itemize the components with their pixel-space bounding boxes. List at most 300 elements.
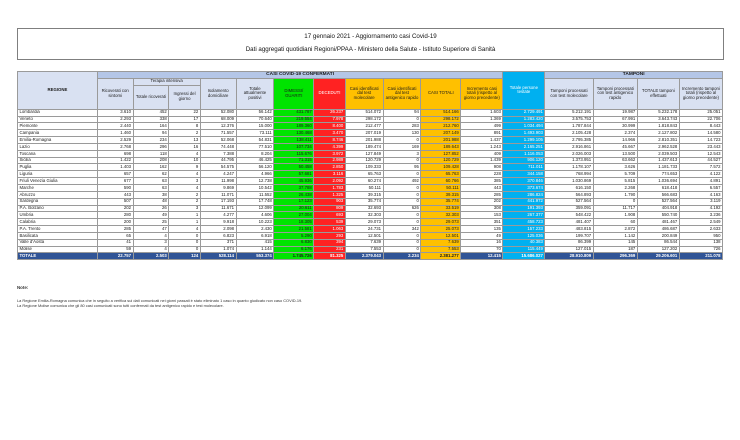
value-cell: 527.564: [637, 198, 679, 205]
value-cell: 71.557: [200, 130, 236, 137]
value-cell: 234: [133, 137, 169, 144]
value-cell: 2.729.491: [503, 109, 545, 116]
value-cell: 2.503: [133, 253, 169, 260]
total-row: [18, 253, 723, 260]
value-cell: 8.443: [679, 123, 722, 130]
group-tamponi: TAMPONI: [545, 72, 723, 79]
value-cell: 127.852: [421, 150, 461, 157]
value-cell: 10: [169, 157, 201, 164]
value-cell: 2.916.861: [545, 143, 593, 150]
value-cell: 118: [133, 150, 169, 157]
region-name-cell: Sicilia: [18, 157, 98, 164]
value-cell: 296.369: [593, 253, 637, 260]
report-subtitle: Dati aggregati quotidiani Regioni/PPAA - Ministero della Salute - Istituto Superiore di Sanità: [245, 46, 496, 53]
value-cell: 404.918: [637, 205, 679, 212]
region-name-cell: Valle d'Aosta: [18, 239, 98, 246]
table-row: [18, 226, 723, 233]
value-cell: 514.072: [345, 109, 383, 116]
notes: [17, 285, 657, 309]
value-cell: 616.150: [545, 184, 593, 191]
value-cell: 3.119: [679, 198, 722, 205]
value-cell: 29.073: [421, 219, 461, 226]
value-cell: 162: [133, 164, 169, 171]
value-cell: 124: [169, 253, 201, 260]
value-cell: 189.360: [274, 123, 314, 130]
value-cell: 74.448: [200, 143, 236, 150]
value-cell: 2.549: [679, 219, 722, 226]
value-cell: 3.643.743: [637, 116, 679, 123]
value-cell: 219.554: [274, 116, 314, 123]
value-cell: 127.015: [545, 246, 593, 253]
value-cell: 59: [97, 246, 133, 253]
value-cell: 298.172: [421, 116, 461, 123]
value-cell: 49: [461, 232, 503, 239]
value-cell: 207.019: [345, 130, 383, 137]
value-cell: 22.706: [679, 116, 722, 123]
value-cell: 2.989: [314, 157, 346, 164]
value-cell: 130.468: [274, 130, 314, 137]
table-row: [18, 150, 723, 157]
col-tamponi-totale: TOTALE tamponi effettuati: [637, 78, 679, 109]
value-cell: 293: [314, 232, 346, 239]
value-cell: 527.564: [545, 198, 593, 205]
table-row: [18, 205, 723, 212]
table-row: [18, 246, 723, 253]
value-cell: 1.178.107: [545, 164, 593, 171]
value-cell: 202: [97, 205, 133, 212]
report-date-title: 17 gennaio 2021 - Aggiornamento casi Covid-19: [304, 33, 437, 40]
value-cell: 283: [383, 123, 421, 130]
value-cell: 12.376: [200, 123, 236, 130]
value-cell: 0: [383, 232, 421, 239]
value-cell: 0: [383, 184, 421, 191]
value-cell: 2.374: [593, 130, 637, 137]
value-cell: 2.440: [97, 123, 133, 130]
value-cell: 2.381.277: [421, 253, 461, 260]
value-cell: 3.575.753: [545, 116, 593, 123]
value-cell: 138: [679, 239, 722, 246]
value-cell: 2.105.428: [545, 130, 593, 137]
value-cell: 0: [169, 232, 201, 239]
region-name-cell: Marche: [18, 184, 98, 191]
value-cell: 7.639: [345, 239, 383, 246]
value-cell: 50.458: [274, 164, 314, 171]
region-name-cell: Molise: [18, 246, 98, 253]
value-cell: 187: [593, 246, 637, 253]
value-cell: 3.626: [593, 164, 637, 171]
region-name-cell: P.A. Bolzano: [18, 205, 98, 212]
value-cell: 2.529: [97, 137, 133, 144]
value-cell: 1.144: [236, 246, 274, 253]
value-cell: 507: [97, 198, 133, 205]
note-line: La Regione Molise comunica che gli 80 casi comunicati sono tutti confermati da test antigenico rapido e test molecolare.: [17, 303, 224, 309]
value-cell: 1.063: [314, 226, 346, 233]
region-name-cell: Sardegna: [18, 198, 98, 205]
value-cell: 2.379.043: [345, 253, 383, 260]
value-cell: 77.510: [236, 143, 274, 150]
value-cell: 1.787.844: [545, 123, 593, 130]
value-cell: 4.891: [679, 178, 722, 185]
value-cell: 1.116.053: [503, 150, 545, 157]
value-cell: 35.774: [421, 198, 461, 205]
table-row: [18, 232, 723, 239]
table-body: [18, 109, 723, 260]
value-cell: 49: [133, 212, 169, 219]
value-cell: 4.606: [236, 212, 274, 219]
value-cell: 768.994: [545, 171, 593, 178]
value-cell: 65: [97, 232, 133, 239]
value-cell: 39.315: [345, 191, 383, 198]
value-cell: 4: [169, 171, 201, 178]
region-name-cell: Piemonte: [18, 123, 98, 130]
region-name-cell: Emilia-Romagna: [18, 137, 98, 144]
value-cell: 16: [461, 239, 503, 246]
value-cell: 1.369: [461, 116, 503, 123]
value-cell: 212.477: [345, 123, 383, 130]
value-cell: 2.768: [97, 143, 133, 150]
region-name-cell: Calabria: [18, 219, 98, 226]
value-cell: 11.552: [236, 191, 274, 198]
value-cell: 4.247: [200, 171, 236, 178]
value-cell: 8.400: [314, 123, 346, 130]
value-cell: 24.731: [345, 226, 383, 233]
value-cell: 342: [383, 226, 421, 233]
value-cell: 20.611: [274, 205, 314, 212]
value-cell: 564.893: [545, 191, 593, 198]
value-cell: 125.036: [503, 232, 545, 239]
value-cell: 308: [461, 205, 503, 212]
value-cell: 40.383: [503, 239, 545, 246]
region-name-cell: Umbria: [18, 212, 98, 219]
value-cell: 12.501: [421, 232, 461, 239]
value-cell: 56.120: [236, 164, 274, 171]
col-ti-totale: Totale ricoverati: [133, 85, 169, 109]
value-cell: 50.111: [421, 184, 461, 191]
table-row: [18, 164, 723, 171]
value-cell: 0: [383, 157, 421, 164]
region-name-cell: P.A. Trento: [18, 226, 98, 233]
value-cell: 12.501: [345, 232, 383, 239]
value-cell: 228: [461, 171, 503, 178]
value-cell: 11.671: [200, 205, 236, 212]
col-tamponi-molecolare: Tamponi processati con test molecolare: [545, 78, 593, 109]
col-deceduti: DECEDUTI: [314, 78, 346, 109]
value-cell: 903: [314, 198, 346, 205]
group-terapia-intensiva: Terapia intensiva: [133, 78, 200, 85]
value-cell: 199.707: [545, 232, 593, 239]
value-cell: 157.233: [503, 226, 545, 233]
value-cell: 26: [133, 205, 169, 212]
value-cell: 11.998: [200, 178, 236, 185]
value-cell: 2.127.802: [637, 130, 679, 137]
value-cell: 12.415: [461, 253, 503, 260]
value-cell: 8.204: [236, 150, 274, 157]
value-cell: 2.872: [593, 226, 637, 233]
value-cell: 1.034.494: [503, 123, 545, 130]
value-cell: 1.460: [97, 130, 133, 137]
value-cell: 548.422: [545, 212, 593, 219]
value-cell: 21.581: [274, 226, 314, 233]
value-cell: 0: [383, 171, 421, 178]
value-cell: 267.377: [503, 212, 545, 219]
col-totale-persone: Totale persone testate: [503, 72, 545, 110]
value-cell: 285: [97, 226, 133, 233]
region-name-cell: Liguria: [18, 171, 98, 178]
value-cell: 371: [200, 239, 236, 246]
value-cell: 481.467: [637, 219, 679, 226]
value-cell: 16: [169, 143, 201, 150]
value-cell: 145: [593, 239, 637, 246]
col-ti-ingressi: Ingressi del giorno: [169, 85, 201, 109]
value-cell: 1.493.903: [503, 130, 545, 137]
value-cell: 726: [679, 246, 722, 253]
value-cell: 4: [133, 246, 169, 253]
value-cell: 1.299.105: [503, 137, 545, 144]
value-cell: 3: [169, 178, 201, 185]
value-cell: 10.223: [236, 219, 274, 226]
col-casi-molecolare: Casi identificati dal test molecolare: [345, 78, 383, 109]
region-name-cell: Campania: [18, 130, 98, 137]
value-cell: 45.667: [593, 143, 637, 150]
value-cell: 657: [97, 171, 133, 178]
value-cell: 431.787: [274, 109, 314, 116]
value-cell: 38: [133, 191, 169, 198]
value-cell: 483.815: [545, 226, 593, 233]
value-cell: 212.760: [421, 123, 461, 130]
region-name-cell: Lazio: [18, 143, 98, 150]
value-cell: 677: [97, 178, 133, 185]
table-row: [18, 239, 723, 246]
value-cell: 39.315: [421, 191, 461, 198]
value-cell: 60: [593, 219, 637, 226]
value-cell: 4.122: [679, 171, 722, 178]
value-cell: 27.004: [274, 212, 314, 219]
value-cell: 32.303: [345, 212, 383, 219]
value-cell: 3: [133, 239, 169, 246]
value-cell: 9: [169, 164, 201, 171]
value-cell: 15.000: [236, 123, 274, 130]
value-cell: 11.717: [593, 205, 637, 212]
value-cell: 12.738: [236, 178, 274, 185]
value-cell: 566.683: [637, 191, 679, 198]
region-name-cell: Abruzzo: [18, 191, 98, 198]
value-cell: 6.823: [200, 232, 236, 239]
value-cell: 211.078: [679, 253, 722, 260]
value-cell: 0: [383, 191, 421, 198]
col-isolamento: Isolamento domiciliare: [200, 78, 236, 109]
value-cell: 2.810.351: [637, 137, 679, 144]
value-cell: 441.972: [503, 198, 545, 205]
value-cell: 18.305: [274, 219, 314, 226]
value-cell: 14.580: [679, 130, 722, 137]
value-cell: 11.071: [200, 191, 236, 198]
value-cell: 109.428: [421, 164, 461, 171]
value-cell: 50.111: [345, 184, 383, 191]
value-cell: 127.202: [637, 246, 679, 253]
value-cell: 409: [461, 150, 503, 157]
value-cell: 7.639: [421, 239, 461, 246]
value-cell: 44.795: [200, 157, 236, 164]
value-cell: 86.399: [545, 239, 593, 246]
value-cell: 2.962.528: [637, 143, 679, 150]
value-cell: 63.662: [593, 157, 637, 164]
value-cell: 202: [461, 198, 503, 205]
value-cell: 0: [383, 239, 421, 246]
value-cell: 201.988: [421, 137, 461, 144]
value-cell: 1.439: [461, 157, 503, 164]
value-cell: 46.425: [236, 157, 274, 164]
value-cell: 443: [461, 184, 503, 191]
value-cell: 0: [169, 239, 201, 246]
value-cell: 481.407: [545, 219, 593, 226]
value-cell: 169: [383, 143, 421, 150]
value-cell: 908: [461, 164, 503, 171]
table-row: [18, 116, 723, 123]
value-cell: 153: [461, 212, 503, 219]
value-cell: 5.232.178: [637, 109, 679, 116]
value-cell: 1.437.613: [637, 157, 679, 164]
col-ricoverati: Ricoverati con sintomi: [97, 78, 133, 109]
table-row: [18, 198, 723, 205]
value-cell: 2.098: [200, 226, 236, 233]
value-cell: 1.437: [461, 137, 503, 144]
value-cell: 550.740: [637, 212, 679, 219]
notes-title: Note:: [17, 285, 29, 290]
value-cell: 52.068: [200, 137, 236, 144]
value-cell: 6.918: [236, 232, 274, 239]
value-cell: 17.748: [236, 198, 274, 205]
value-cell: 54.831: [236, 137, 274, 144]
value-cell: 41: [97, 239, 133, 246]
table-row: [18, 184, 723, 191]
value-cell: 17.193: [200, 198, 236, 205]
value-cell: 65.763: [421, 171, 461, 178]
value-cell: 0: [593, 198, 637, 205]
value-cell: 14.723: [679, 137, 722, 144]
value-cell: 0: [383, 219, 421, 226]
value-cell: 60.274: [345, 178, 383, 185]
value-cell: 60.766: [421, 178, 461, 185]
value-cell: 9.918: [200, 219, 236, 226]
value-cell: 298.172: [345, 116, 383, 123]
value-cell: 73.111: [236, 130, 274, 137]
value-cell: 135: [461, 226, 503, 233]
value-cell: 25: [133, 219, 169, 226]
value-cell: 1.783: [314, 184, 346, 191]
value-cell: 189.643: [421, 143, 461, 150]
value-cell: 29.073: [345, 219, 383, 226]
value-cell: 7.553: [421, 246, 461, 253]
value-cell: 1.818.843: [637, 123, 679, 130]
value-cell: 48: [133, 198, 169, 205]
value-cell: 5.815: [593, 178, 637, 185]
value-cell: 1.908: [593, 212, 637, 219]
value-cell: 29.206.601: [637, 253, 679, 260]
value-cell: 0: [383, 116, 421, 123]
value-cell: 2: [169, 198, 201, 205]
value-cell: 54.575: [200, 164, 236, 171]
value-cell: 2.092: [314, 178, 346, 185]
value-cell: 189.474: [345, 143, 383, 150]
value-cell: 1.373.951: [545, 157, 593, 164]
value-cell: 68.009: [200, 116, 236, 123]
value-cell: 4.277: [200, 212, 236, 219]
value-cell: 286.824: [503, 191, 545, 198]
value-cell: 2.795.385: [545, 137, 593, 144]
value-cell: 19.987: [593, 109, 637, 116]
table-row: [18, 219, 723, 226]
value-cell: 86.544: [637, 239, 679, 246]
group-casi-confermati: CASI COVID-19 CONFERMATI: [97, 72, 503, 79]
col-tamponi-antigenico: Tamponi processati con test antigenico rapido: [593, 78, 637, 109]
value-cell: 2.430: [236, 226, 274, 233]
value-cell: 2: [169, 191, 201, 198]
value-cell: 7.388: [200, 150, 236, 157]
value-cell: 109.333: [345, 164, 383, 171]
region-name-cell: TOTALE: [18, 253, 98, 260]
value-cell: 2: [169, 130, 201, 137]
value-cell: 711.011: [503, 164, 545, 171]
value-cell: 3: [169, 205, 201, 212]
value-cell: 14.966: [593, 137, 637, 144]
value-cell: 626: [383, 205, 421, 212]
value-cell: 2.268: [593, 184, 637, 191]
value-cell: 514.166: [421, 109, 461, 116]
value-cell: 4: [133, 232, 169, 239]
value-cell: 590: [97, 184, 133, 191]
value-cell: 208: [133, 157, 169, 164]
value-cell: 37.788: [274, 184, 314, 191]
value-cell: 57.681: [274, 171, 314, 178]
value-cell: 1.030.869: [545, 178, 593, 185]
value-cell: 1.790: [593, 191, 637, 198]
report-header: [17, 28, 724, 60]
value-cell: 13: [169, 137, 201, 144]
value-cell: 3: [383, 150, 421, 157]
table-row: [18, 212, 723, 219]
value-cell: 280: [97, 212, 133, 219]
value-cell: 3.236: [679, 212, 722, 219]
value-cell: 394: [314, 239, 346, 246]
value-cell: 0: [383, 246, 421, 253]
region-name-cell: Basilicata: [18, 232, 98, 239]
value-cell: 1.181.733: [637, 164, 679, 171]
value-cell: 950: [679, 232, 722, 239]
value-cell: 3.470: [314, 130, 346, 137]
table-row: [18, 137, 723, 144]
value-cell: 0: [383, 212, 421, 219]
value-cell: 130: [383, 130, 421, 137]
value-cell: 15.686.027: [503, 253, 545, 260]
value-cell: 3.972: [314, 150, 346, 157]
value-cell: 1: [169, 212, 201, 219]
value-cell: 26.438: [274, 191, 314, 198]
col-dimessi: DIMESSI/ GUARITI: [274, 78, 314, 109]
value-cell: 63: [133, 178, 169, 185]
value-cell: 5.212.191: [545, 109, 593, 116]
value-cell: 1.603: [461, 109, 503, 116]
value-cell: 8: [169, 123, 201, 130]
col-casi-totali: CASI TOTALI: [421, 78, 461, 109]
value-cell: 1.283.420: [503, 116, 545, 123]
value-cell: 3.610: [97, 109, 133, 116]
value-cell: 200: [97, 219, 133, 226]
value-cell: 22.757: [97, 253, 133, 260]
value-cell: 7.553: [345, 246, 383, 253]
value-cell: 138.411: [274, 137, 314, 144]
value-cell: 70.640: [236, 116, 274, 123]
value-cell: 28.910.809: [545, 253, 593, 260]
